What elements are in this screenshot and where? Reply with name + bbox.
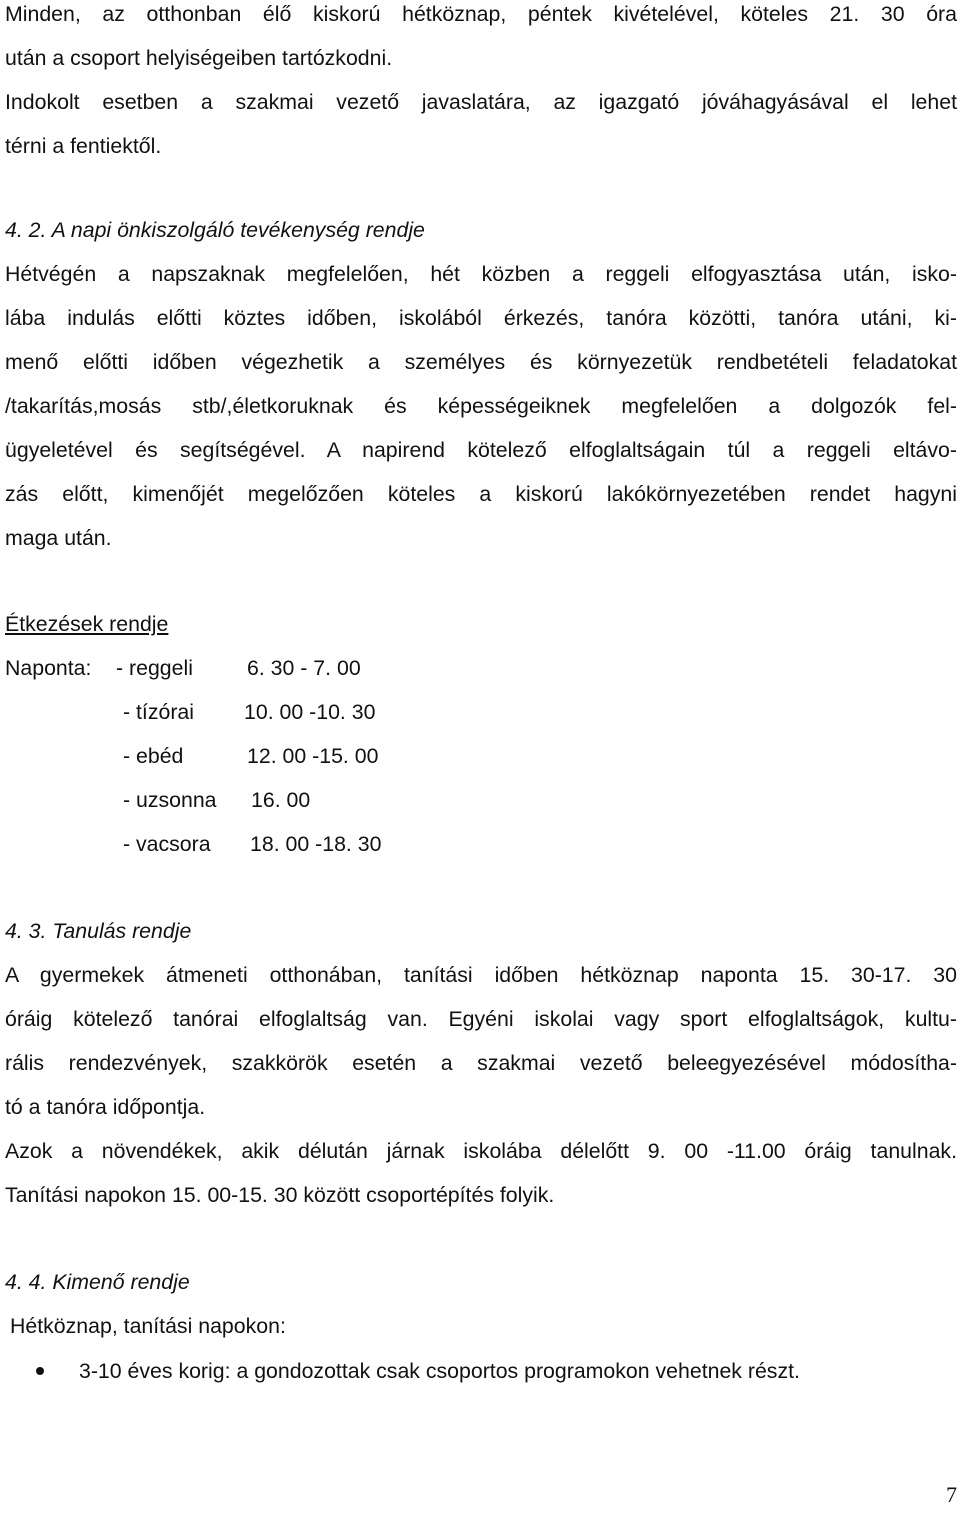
- subheading: Hétköznap, tanítási napokon:: [10, 1314, 286, 1338]
- bullet-dot-icon: [36, 1367, 44, 1375]
- meal-prefix: Naponta:: [5, 656, 92, 680]
- paragraph-line: maga után.: [5, 526, 112, 550]
- bullet-text: 3-10 éves korig: a gondozottak csak csoportos programokon vehetnek részt.: [79, 1359, 800, 1383]
- section-4-3: [5, 909, 957, 1217]
- meal-time: 18. 00 -18. 30: [250, 832, 382, 856]
- page-number: 7: [946, 1482, 957, 1507]
- section-4-4: [5, 1260, 957, 1348]
- paragraph-line: Tanítási napokon 15. 00-15. 30 között csoportépítés folyik.: [5, 1183, 555, 1207]
- meal-time: 16. 00: [251, 788, 311, 812]
- meal-name: - uzsonna: [123, 788, 217, 812]
- section-heading: 4. 3. Tanulás rendje: [5, 919, 192, 943]
- section-heading: Étkezések rendje: [5, 612, 169, 636]
- paragraph-line: /takarítás,mosás stb/,életkoruknak és képességeiknek megfelelően a dolgozók fel-: [5, 394, 957, 418]
- paragraph-line: lába indulás előtti köztes időben, iskolából érkezés, tanóra közötti, tanóra utáni, ki-: [5, 306, 957, 330]
- section-heading: 4. 2. A napi önkiszolgáló tevékenység rendje: [5, 218, 425, 242]
- meal-time: 6. 30 - 7. 00: [247, 656, 361, 680]
- intro-line: után a csoport helyiségeiben tartózkodni.: [5, 46, 393, 70]
- intro-line: Minden, az otthonban élő kiskorú hétköznap, péntek kivételével, köteles 21. 30 óra: [5, 2, 957, 26]
- intro-line: térni a fentiektől.: [5, 134, 162, 158]
- paragraph-line: tó a tanóra időpontja.: [5, 1095, 206, 1119]
- paragraph-line: rális rendezvények, szakkörök esetén a szakmai vezető beleegyezésével módosítha-: [5, 1051, 957, 1075]
- paragraph-line: Hétvégén a napszaknak megfelelően, hét közben a reggeli elfogyasztása után, isko-: [5, 262, 957, 286]
- section-4-2: [5, 208, 957, 560]
- paragraph-line: A gyermekek átmeneti otthonában, tanítási időben hétköznap naponta 15. 30-17. 30: [5, 963, 957, 987]
- intro-line: Indokolt esetben a szakmai vezető javaslatára, az igazgató jóváhagyásával el lehet: [5, 90, 957, 114]
- bullet-item: [5, 1349, 957, 1393]
- intro-paragraph: [5, 0, 957, 168]
- paragraph-line: Azok a növendékek, akik délután járnak iskolába délelőtt 9. 00 -11.00 óráig tanulnak.: [5, 1139, 957, 1163]
- paragraph-line: ügyeletével és segítségével. A napirend kötelező elfoglaltságain túl a reggeli eltávo-: [5, 438, 957, 462]
- meals-section: [5, 602, 957, 646]
- section-heading: 4. 4. Kimenő rendje: [5, 1270, 190, 1294]
- meal-name: - ebéd: [123, 744, 184, 768]
- meal-name: - tízórai: [123, 700, 195, 724]
- meal-name: - vacsora: [123, 832, 211, 856]
- meal-time: 10. 00 -10. 30: [244, 700, 376, 724]
- meal-time: 12. 00 -15. 00: [247, 744, 379, 768]
- paragraph-line: zás előtt, kimenőjét megelőzően köteles a kiskorú lakókörnyezetében rendet hagyni: [5, 482, 957, 506]
- meal-name: - reggeli: [116, 656, 193, 680]
- paragraph-line: óráig kötelező tanórai elfoglaltság van. Egyéni iskolai vagy sport elfoglaltságok, kultu-: [5, 1007, 957, 1031]
- paragraph-line: menő előtti időben végezhetik a személyes és környezetük rendbetételi feladatokat: [5, 350, 957, 374]
